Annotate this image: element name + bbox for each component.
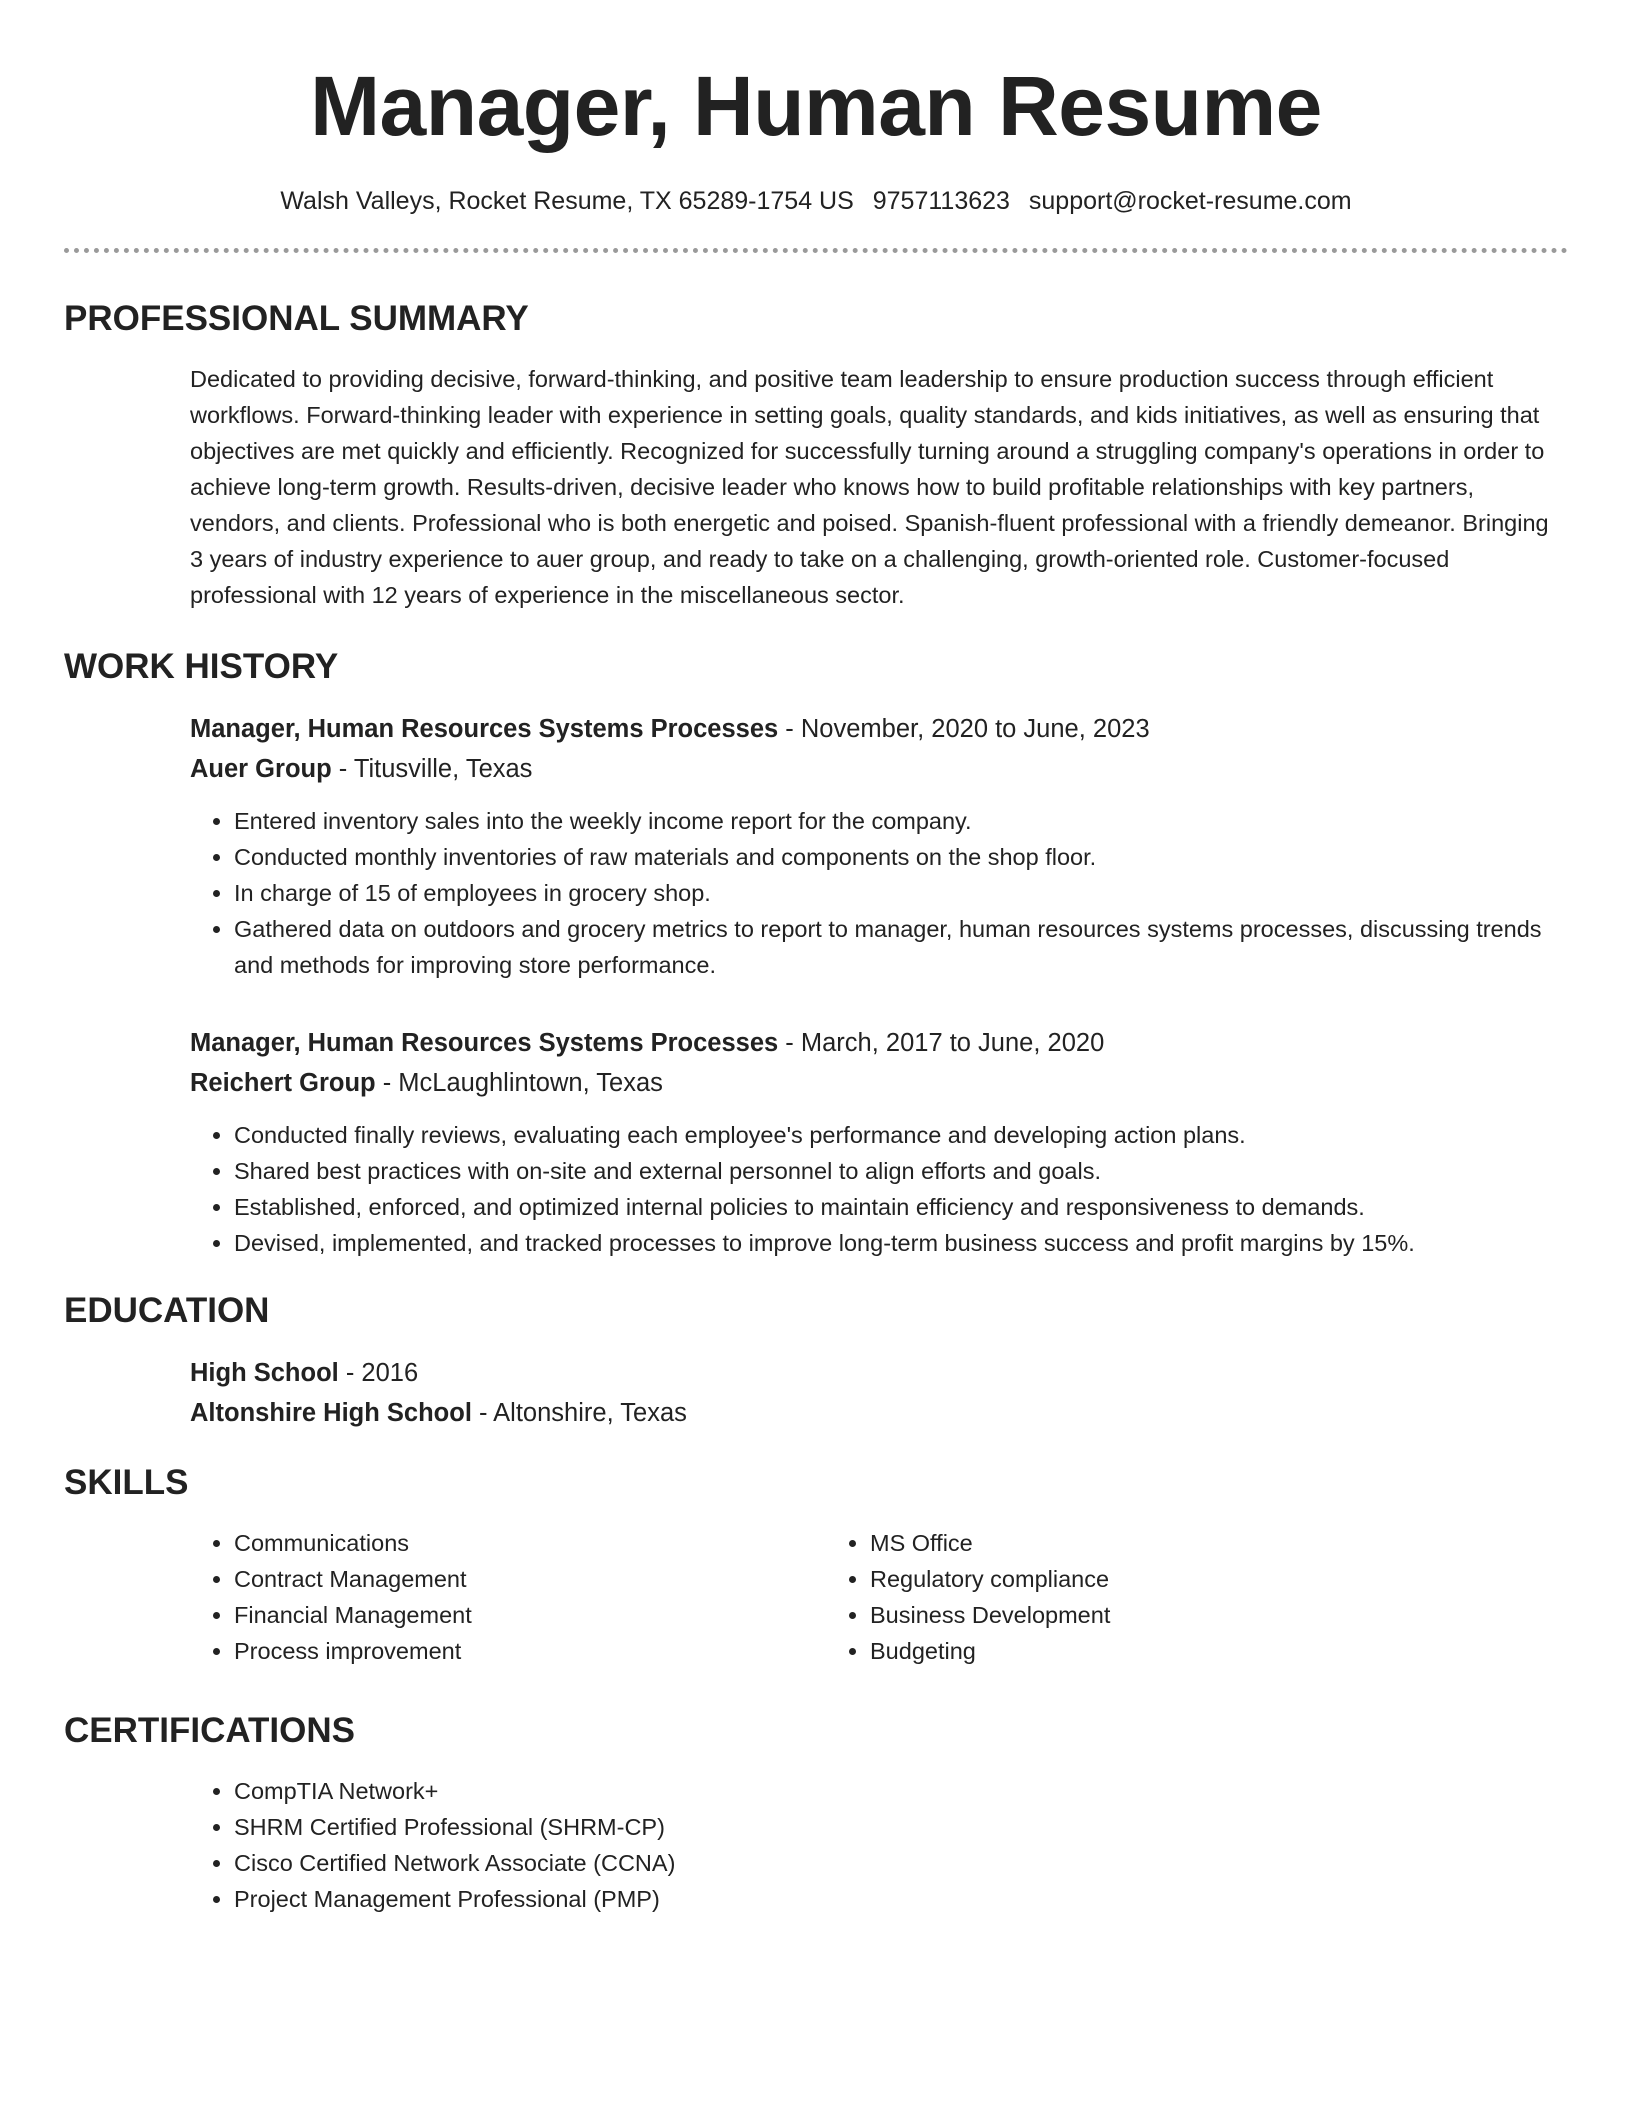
- job-company: Reichert Group: [190, 1069, 376, 1097]
- section-education: [64, 1289, 1568, 1433]
- job-location: - McLaughlintown, Texas: [375, 1069, 663, 1097]
- contact-address: Walsh Valleys, Rocket Resume, TX 65289-1754 US: [280, 187, 854, 215]
- education-degree-line: [190, 1353, 1568, 1393]
- skills-column-right: [826, 1525, 1462, 1669]
- job-dates: - March, 2017 to June, 2020: [778, 1029, 1105, 1057]
- job-role: Manager, Human Resources Systems Processes: [190, 1029, 779, 1057]
- section-title-summary: PROFESSIONAL SUMMARY: [64, 299, 529, 338]
- certification-item: • Cisco Certified Network Associate (CCNA): [234, 1845, 1568, 1881]
- education-location: - Altonshire, Texas: [471, 1399, 687, 1427]
- education-year: - 2016: [338, 1359, 419, 1387]
- job-company-line: [190, 749, 1568, 789]
- section-skills: [64, 1461, 1568, 1669]
- contact-line: [64, 184, 1568, 218]
- skill-item: • Regulatory compliance: [870, 1561, 1462, 1597]
- section-title-work: WORK HISTORY: [64, 647, 339, 686]
- section-certifications: [64, 1709, 1568, 1917]
- job-bullets: [190, 803, 1568, 983]
- job-company: Auer Group: [190, 755, 332, 783]
- skill-item: • Financial Management: [234, 1597, 826, 1633]
- job-bullet: • Gathered data on outdoors and grocery metrics to report to manager, human resources systems processes, discussing trends and methods for improving store performance.: [234, 911, 1568, 983]
- job-title-line: [190, 1023, 1568, 1063]
- section-professional-summary: [64, 297, 1568, 613]
- section-title-certifications: CERTIFICATIONS: [64, 1711, 356, 1750]
- education-school: Altonshire High School: [190, 1399, 472, 1427]
- summary-text: Dedicated to providing decisive, forward-thinking, and positive team leadership to ensure production success through efficient workflows. Forward-thinking leader with experience in setting goals, quality standards, and kids initiatives, as well as ensuring that objectives are met quickly and efficiently. Recognized for successfully turning around a struggling company's operations in order to achieve long-term growth. Results-driven, decisive leader who knows how to build profitable relationships with key partners, vendors, and clients. Professional who is both energetic and poised. Spanish-fluent professional with a friendly demeanor. Bringing 3 years of industry experience to auer group, and ready to take on a challenging, growth-oriented role. Customer-focused professional with 12 years of experience in the miscellaneous sector.: [190, 366, 1549, 608]
- skill-item: • MS Office: [870, 1525, 1462, 1561]
- contact-email: support@rocket-resume.com: [1028, 187, 1352, 215]
- job-dates: - November, 2020 to June, 2023: [778, 715, 1150, 743]
- job-bullet: • Entered inventory sales into the weekly income report for the company.: [234, 803, 1568, 839]
- candidate-name: Manager, Human Resume: [310, 59, 1322, 153]
- certification-item: • Project Management Professional (PMP): [234, 1881, 1568, 1917]
- job-bullet: • Devised, implemented, and tracked processes to improve long-term business success and profit margins by 15%.: [234, 1225, 1568, 1261]
- education-degree: High School: [190, 1359, 339, 1387]
- job-company-line: [190, 1063, 1568, 1103]
- job-entry: [190, 709, 1568, 983]
- certifications-list: [190, 1773, 1568, 1917]
- job-location: - Titusville, Texas: [331, 755, 533, 783]
- certification-item: • CompTIA Network+: [234, 1773, 1568, 1809]
- education-school-line: [190, 1393, 1568, 1433]
- section-title-skills: SKILLS: [64, 1463, 189, 1502]
- job-bullet: • Conducted finally reviews, evaluating each employee's performance and developing action plans.: [234, 1117, 1568, 1153]
- job-title-line: [190, 709, 1568, 749]
- job-role: Manager, Human Resources Systems Processes: [190, 715, 779, 743]
- certification-item: • SHRM Certified Professional (SHRM-CP): [234, 1809, 1568, 1845]
- job-bullet: • In charge of 15 of employees in grocery shop.: [234, 875, 1568, 911]
- skill-item: • Budgeting: [870, 1633, 1462, 1669]
- job-bullet: • Established, enforced, and optimized internal policies to maintain efficiency and responsiveness to demands.: [234, 1189, 1568, 1225]
- section-title-education: EDUCATION: [64, 1291, 270, 1330]
- job-bullet: • Conducted monthly inventories of raw materials and components on the shop floor.: [234, 839, 1568, 875]
- job-bullets: [190, 1117, 1568, 1261]
- job-entry: [190, 1023, 1568, 1261]
- skill-item: • Business Development: [870, 1597, 1462, 1633]
- section-work-history: [64, 645, 1568, 1261]
- skill-item: • Contract Management: [234, 1561, 826, 1597]
- skill-item: • Communications: [234, 1525, 826, 1561]
- skill-item: • Process improvement: [234, 1633, 826, 1669]
- job-bullet: • Shared best practices with on-site and external personnel to align efforts and goals.: [234, 1153, 1568, 1189]
- skills-column-left: [190, 1525, 826, 1669]
- header-divider: [64, 248, 1568, 253]
- skills-grid: [190, 1525, 1568, 1669]
- resume-header: [64, 0, 1568, 218]
- contact-phone: 9757113623: [872, 187, 1010, 215]
